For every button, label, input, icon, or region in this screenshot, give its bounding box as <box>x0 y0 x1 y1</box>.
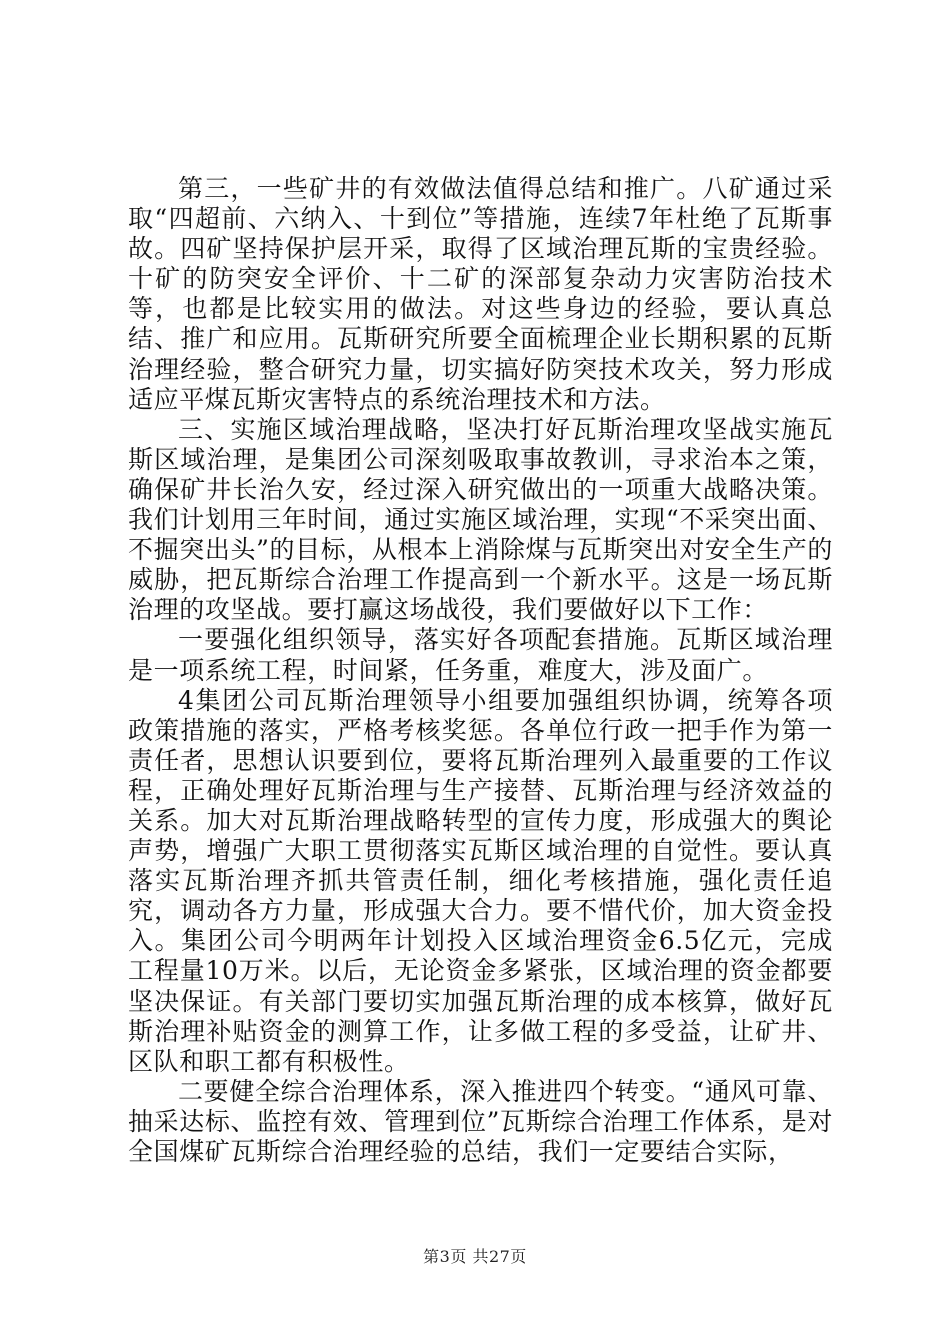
paragraph-5: 二要健全综合治理体系，深入推进四个转变。“通风可靠、抽采达标、监控有效、管理到位”瓦斯综合治理工作体系，是对全国煤矿瓦斯综合治理经验的总结，我们一定要结合实际， <box>128 1076 833 1166</box>
document-body <box>128 174 833 1167</box>
paragraph-3: 一要强化组织领导，落实好各项配套措施。瓦斯区域治理是一项系统工程，时间紧，任务重，难度大，涉及面广。 <box>128 625 833 685</box>
paragraph-4: 4集团公司瓦斯治理领导小组要加强组织协调，统筹各项政策措施的落实，严格考核奖惩。各单位行政一把手作为第一责任者，思想认识要到位，要将瓦斯治理列入最重要的工作议程，正确处理好瓦斯治理与生产接替、瓦斯治理与经济效益的关系。加大对瓦斯治理战略转型的宣传力度，形成强大的舆论声势，增强广大职工贯彻落实瓦斯区域治理的自觉性。要认真落实瓦斯治理齐抓共管责任制，细化考核措施，强化责任追究，调动各方力量，形成强大合力。要不惜代价，加大资金投入。集团公司今明两年计划投入区域治理资金6.5亿元，完成工程量10万米。以后，无论资金多紧张，区域治理的资金都要坚决保证。有关部门要切实加强瓦斯治理的成本核算，做好瓦斯治理补贴资金的测算工作，让多做工程的多受益，让矿井、区队和职工都有积极性。 <box>128 685 833 1076</box>
paragraph-2: 三、实施区域治理战略，坚决打好瓦斯治理攻坚战实施瓦斯区域治理，是集团公司深刻吸取事故教训，寻求治本之策，确保矿井长治久安，经过深入研究做出的一项重大战略决策。我们计划用三年时间，通过实施区域治理，实现“不采突出面、不掘突出头”的目标，从根本上消除煤与瓦斯突出对安全生产的威胁，把瓦斯综合治理工作提高到一个新水平。这是一场瓦斯治理的攻坚战。要打赢这场战役，我们要做好以下工作： <box>128 414 833 625</box>
paragraph-1: 第三，一些矿井的有效做法值得总结和推广。八矿通过采取“四超前、六纳入、十到位”等措施，连续7年杜绝了瓦斯事故。四矿坚持保护层开采，取得了区域治理瓦斯的宝贵经验。十矿的防突安全评价、十二矿的深部复杂动力灾害防治技术等，也都是比较实用的做法。对这些身边的经验，要认真总结、推广和应用。瓦斯研究所要全面梳理企业长期积累的瓦斯治理经验，整合研究力量，切实搞好防突技术攻关，努力形成适应平煤瓦斯灾害特点的系统治理技术和方法。 <box>128 174 833 414</box>
page-footer: 第3页 共27页 <box>423 1247 527 1266</box>
